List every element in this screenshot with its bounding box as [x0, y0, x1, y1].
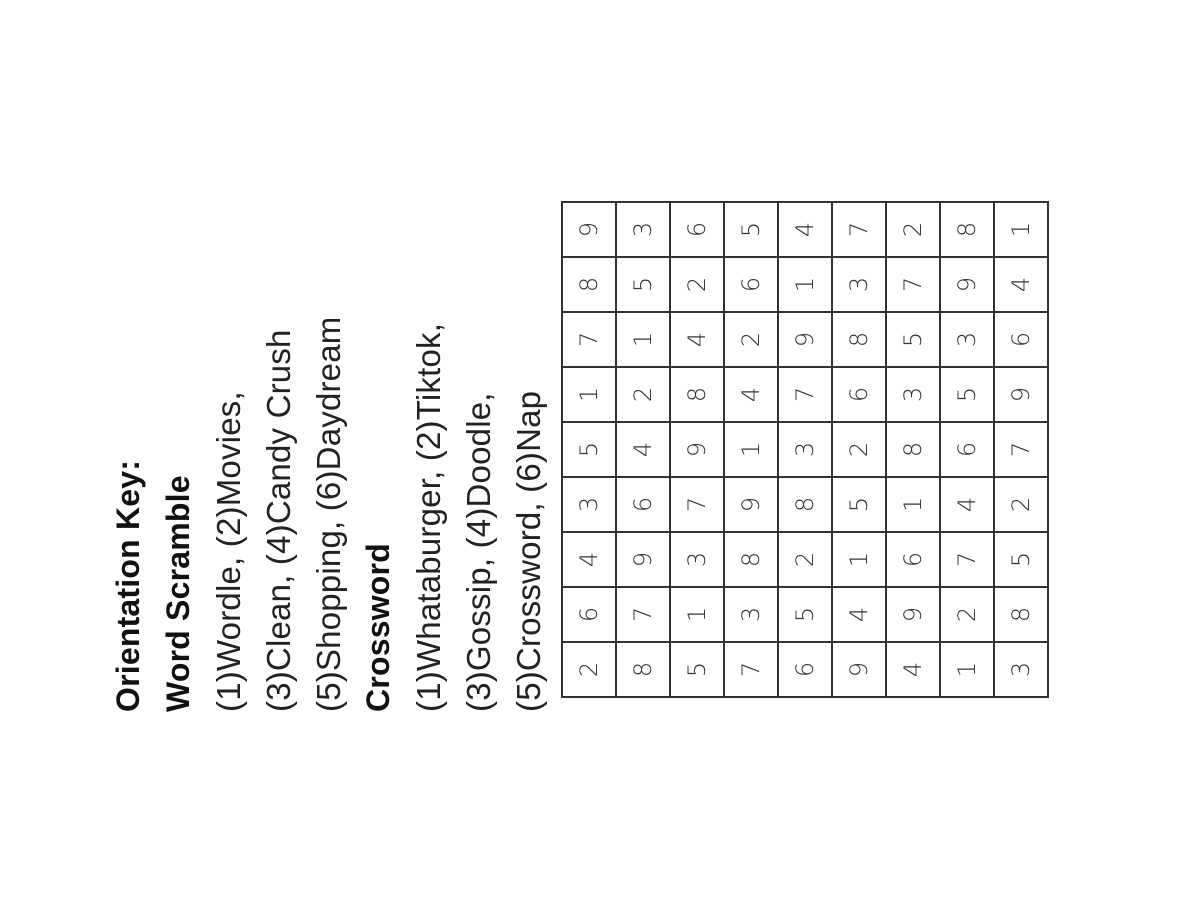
sudoku-cell: 6	[778, 642, 832, 697]
sudoku-cell: 9	[994, 367, 1048, 422]
sudoku-cell: 4	[994, 257, 1048, 312]
sudoku-cell: 8	[670, 367, 724, 422]
sudoku-cell: 9	[616, 532, 670, 587]
sudoku-cell: 5	[832, 477, 886, 532]
sudoku-cell: 4	[670, 312, 724, 367]
sudoku-cell: 2	[994, 477, 1048, 532]
sudoku-cell: 4	[562, 532, 616, 587]
sudoku-cell: 5	[724, 202, 778, 257]
sudoku-cell: 6	[940, 422, 994, 477]
sudoku-cell: 3	[832, 257, 886, 312]
sudoku-cell: 5	[778, 587, 832, 642]
sudoku-cell: 7	[994, 422, 1048, 477]
sudoku-cell: 6	[670, 202, 724, 257]
sudoku-row	[832, 202, 886, 697]
sudoku-cell: 5	[562, 422, 616, 477]
sudoku-cell: 2	[670, 257, 724, 312]
sudoku-cell: 3	[670, 532, 724, 587]
sudoku-cell: 4	[886, 642, 940, 697]
sudoku-cell: 5	[616, 257, 670, 312]
sudoku-cell: 9	[940, 257, 994, 312]
sudoku-cell: 3	[616, 202, 670, 257]
crossword-line: (3)Gossip, (4)Doodle,	[460, 392, 497, 712]
sudoku-cell: 1	[886, 477, 940, 532]
sudoku-cell: 1	[724, 422, 778, 477]
sudoku-cell: 9	[670, 422, 724, 477]
sudoku-cell: 6	[994, 312, 1048, 367]
sudoku-cell: 9	[832, 642, 886, 697]
sudoku-cell: 7	[724, 642, 778, 697]
sudoku-row	[778, 202, 832, 697]
sudoku-cell: 7	[670, 477, 724, 532]
sudoku-cell: 2	[616, 367, 670, 422]
sudoku-row	[724, 202, 778, 697]
sudoku-cell: 2	[886, 202, 940, 257]
sudoku-cell: 1	[778, 257, 832, 312]
sudoku-cell: 8	[778, 477, 832, 532]
sudoku-cell: 4	[724, 367, 778, 422]
sudoku-cell: 7	[562, 312, 616, 367]
sudoku-cell: 1	[832, 532, 886, 587]
sudoku-cell: 1	[940, 642, 994, 697]
crossword-line: (5)Crossword, (6)Nap	[510, 390, 547, 712]
sudoku-row	[670, 202, 724, 697]
sudoku-cell: 7	[832, 202, 886, 257]
sudoku-cell: 7	[778, 367, 832, 422]
sudoku-row	[562, 202, 616, 697]
sudoku-cell: 2	[562, 642, 616, 697]
sudoku-cell: 3	[994, 642, 1048, 697]
sudoku-cell: 4	[832, 587, 886, 642]
sudoku-cell: 6	[616, 477, 670, 532]
word-scramble-line: (5)Shopping, (6)Daydream	[310, 316, 347, 712]
sudoku-cell: 7	[886, 257, 940, 312]
word-scramble-line: (1)Wordle, (2)Movies,	[210, 391, 247, 712]
sudoku-cell: 8	[994, 587, 1048, 642]
sudoku-cell: 8	[616, 642, 670, 697]
sudoku-row	[940, 202, 994, 697]
sudoku-row	[616, 202, 670, 697]
sudoku-cell: 6	[886, 532, 940, 587]
sudoku-cell: 1	[616, 312, 670, 367]
key-title: Orientation Key:	[110, 459, 146, 712]
sudoku-cell: 3	[778, 422, 832, 477]
sudoku-cell: 4	[940, 477, 994, 532]
sudoku-cell: 7	[940, 532, 994, 587]
sudoku-cell: 5	[994, 532, 1048, 587]
sudoku-row	[994, 202, 1048, 697]
sudoku-cell: 8	[832, 312, 886, 367]
sudoku-cell: 3	[562, 477, 616, 532]
sudoku-cell: 3	[940, 312, 994, 367]
sudoku-cell: 5	[886, 312, 940, 367]
sudoku-cell: 2	[940, 587, 994, 642]
crossword-line: (1)Whataburger, (2)Tiktok,	[410, 322, 447, 712]
sudoku-cell: 9	[724, 477, 778, 532]
sudoku-cell: 2	[832, 422, 886, 477]
sudoku-cell: 4	[616, 422, 670, 477]
sudoku-cell: 3	[724, 587, 778, 642]
sudoku-cell: 6	[832, 367, 886, 422]
sudoku-cell: 2	[724, 312, 778, 367]
word-scramble-heading: Word Scramble	[160, 475, 196, 712]
sudoku-grid	[561, 201, 1049, 698]
sudoku-cell: 9	[886, 587, 940, 642]
sudoku-cell: 8	[940, 202, 994, 257]
sudoku-cell: 1	[670, 587, 724, 642]
sudoku-cell: 6	[724, 257, 778, 312]
crossword-heading: Crossword	[360, 543, 396, 712]
sudoku-cell: 5	[670, 642, 724, 697]
sudoku-cell: 5	[940, 367, 994, 422]
sudoku-cell: 1	[994, 202, 1048, 257]
sudoku-cell: 7	[616, 587, 670, 642]
sudoku-cell: 3	[886, 367, 940, 422]
word-scramble-line: (3)Clean, (4)Candy Crush	[260, 329, 297, 712]
sudoku-cell: 8	[724, 532, 778, 587]
sudoku-cell: 6	[562, 587, 616, 642]
sudoku-cell: 2	[778, 532, 832, 587]
sudoku-row	[886, 202, 940, 697]
sudoku-cell: 9	[778, 312, 832, 367]
sudoku-cell: 1	[562, 367, 616, 422]
sudoku-cell: 4	[778, 202, 832, 257]
sudoku-cell: 8	[886, 422, 940, 477]
sudoku-cell: 8	[562, 257, 616, 312]
sudoku-cell: 9	[562, 202, 616, 257]
